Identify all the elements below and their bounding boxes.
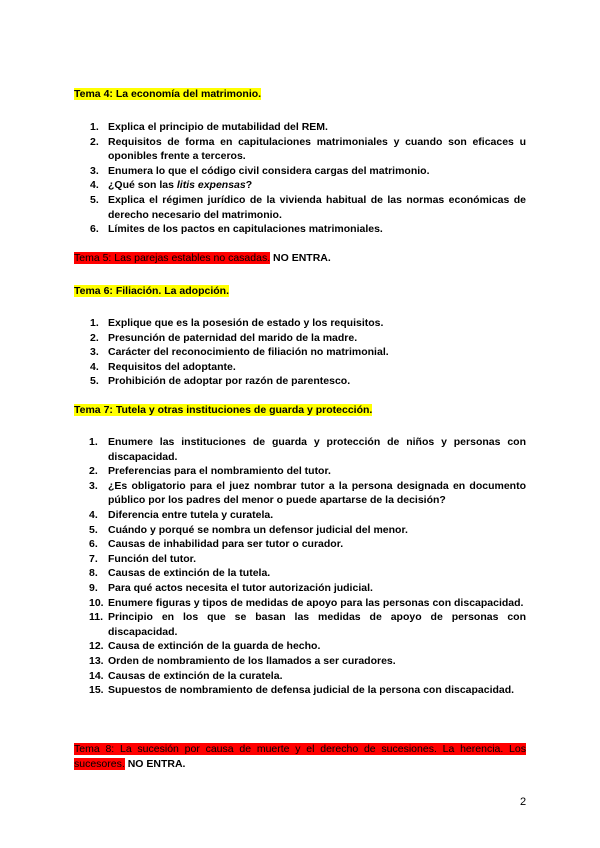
list-item: 4. ¿Qué son las litis expensas? [90, 179, 253, 192]
tema7-heading [74, 403, 372, 417]
list-item: 4. Diferencia entre tutela y curatela. [89, 508, 274, 521]
tema7-list [90, 435, 526, 698]
tema5-heading [74, 251, 331, 265]
list-item: 5. Explica el régimen jurídico de la vivienda habitual de las normas económicas de derecho necesario del matrimonio. [90, 193, 526, 221]
list-item: 1. Explique que es la posesión de estado y los requisitos. [90, 317, 384, 329]
list-item: 2. Requisitos de forma en capitulaciones matrimoniales y cuando son eficaces u oponibles frente a terceros. [90, 135, 526, 163]
list-item: 3. ¿Es obligatorio para el juez nombrar tutor a la persona designada en documento público por los padres del menor o puede apartarse de la decisión? [89, 479, 526, 507]
list-item: 5. Prohibición de adoptar por razón de parentesco. [90, 375, 351, 388]
list-item: 5. Cuándo y porqué se nombra un defensor judicial del menor. [89, 523, 408, 536]
list-item: 15. Supuestos de nombramiento de defensa judicial de la persona con discapacidad. [89, 684, 515, 697]
tema6-list [90, 316, 526, 389]
list-item: 9. Para qué actos necesita el tutor autorización judicial. [89, 581, 373, 594]
page-number: 2 [520, 796, 527, 808]
list-item: 4. Requisitos del adoptante. [90, 360, 236, 373]
list-item: 14. Causas de extinción de la curatela. [89, 669, 283, 682]
list-item: 12. Causa de extinción de la guarda de hecho. [89, 640, 321, 653]
list-item: 13. Orden de nombramiento de los llamados a ser curadores. [89, 654, 396, 667]
list-item: 3. Enumera lo que el código civil considera cargas del matrimonio. [90, 164, 430, 177]
tema4-list [90, 120, 526, 237]
list-item: 1. Enumere las instituciones de guarda y protección de niños y personas con discapacidad. [89, 436, 526, 463]
list-item: 1. Explica el principio de mutabilidad del REM. [90, 121, 328, 133]
list-item: 7. Función del tutor. [89, 552, 197, 565]
list-item: 6. Causas de inhabilidad para ser tutor o curador. [89, 538, 344, 551]
list-item: 10. Enumere figuras y tipos de medidas de apoyo para las personas con discapacidad. [89, 596, 524, 609]
tema8-heading [74, 742, 526, 771]
tema5-note: NO ENTRA. [270, 252, 331, 264]
tema6-heading [74, 284, 229, 298]
tema4-title: Tema 4: La economía del matrimonio. [74, 88, 262, 100]
list-item: 2. Preferencias para el nombramiento del tutor. [89, 465, 331, 478]
italic-term: litis expensas [176, 179, 246, 192]
list-item: 2. Presunción de paternidad del marido de la madre. [90, 331, 358, 344]
list-item: 3. Carácter del reconocimiento de filiación no matrimonial. [90, 346, 389, 359]
tema8-title: Tema 8: La sucesión por causa de muerte y el derecho de sucesiones. La herencia. Los sucesores. [74, 743, 526, 770]
list-item: 6. Límites de los pactos en capitulaciones matrimoniales. [90, 223, 383, 236]
tema8-note: NO ENTRA. [124, 757, 186, 770]
tema7-title: Tema 7: Tutela y otras instituciones de guarda y protección. [74, 404, 373, 416]
tema4-heading [74, 87, 261, 101]
list-item: 11. Principio en los que se basan las medidas de apoyo de personas con discapacidad. [89, 611, 526, 638]
tema5-title: Tema 5: Las parejas estables no casadas. [74, 252, 271, 264]
tema6-title: Tema 6: Filiación. La adopción. [74, 285, 229, 297]
list-item: 8. Causas de extinción de la tutela. [89, 567, 271, 580]
